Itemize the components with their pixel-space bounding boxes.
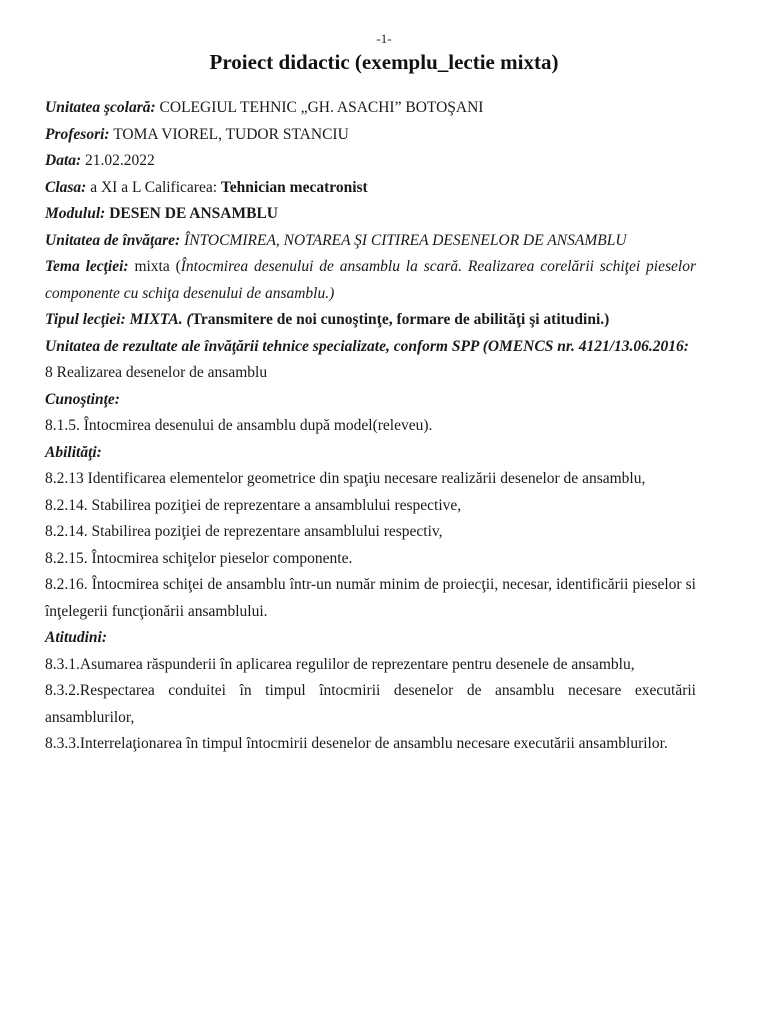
school-label: Unitatea şcolară: [45,99,156,116]
knowledge-item: 8.1.5. Întocmirea desenului de ansamblu după model(releveu). [45,417,433,434]
lesson-type-label: Tipul lecţiei: MIXTA. ( [45,311,192,328]
skill-item: 8.2.14. Stabilirea poziţiei de reprezentare a ansamblului respective, [45,496,462,514]
teachers-label: Profesori: [45,125,110,143]
lesson-theme-plain: mixta ( [134,258,181,275]
module-line [45,201,696,228]
lesson-theme-label: Tema lecţiei: [45,258,129,275]
page-number: -1- [376,31,392,46]
attitudes-heading: Atitudini: [45,629,108,646]
class-value: a XI a L Calificarea: [90,178,218,196]
attitude-item: 8.3.1.Asumarea răspunderii în aplicarea regulilor de reprezentare pentru desenele de ansamblu, [45,655,635,673]
date-value: 21.02.2022 [85,152,155,169]
results-unit-heading: Unitatea de rezultate ale învăţării tehnice specializate, conform SPP (OMENCS nr. 4121/13.06.2016: [45,337,689,355]
date-line [45,148,696,175]
learning-unit-label: Unitatea de învăţare: [45,231,181,249]
module-value: DESEN DE ANSAMBLU [109,205,278,222]
document-title: Proiect didactic (exemplu_lectie mixta) [209,50,559,74]
teachers-line [45,122,696,149]
attitude-item: 8.3.2.Respectarea conduitei în timpul întocmirii desenelor de ansamblu necesare executării ansamblurilor, [45,682,696,726]
skill-item: 8.2.13 Identificarea elementelor geometrice din spaţiu necesare realizării desenelor de ansamblu, [45,470,646,487]
skill-item: 8.2.15. Întocmirea schiţelor pieselor componente. [45,549,353,567]
attitude-item: 8.3.3.Interrelaţionarea în timpul întocmirii desenelor de ansamblu necesare executării ansamblurilor. [45,735,668,752]
school-line [45,95,696,122]
learning-unit-value: ÎNTOCMIREA, NOTAREA ŞI CITIREA DESENELOR DE ANSAMBLU [184,231,627,249]
lesson-type-line [45,307,696,334]
module-label: Modulul: [45,205,106,222]
class-line [45,175,696,202]
skill-item: 8.2.16. Întocmirea schiţei de ansamblu într-un număr minim de proiecţii, necesar, identificării pieselor si înţelegerii funcţionării ansamblului. [45,576,696,620]
date-label: Data: [45,152,82,169]
class-label: Clasa: [45,178,87,196]
school-value: COLEGIUL TEHNIC „GH. ASACHI” BOTOŞANI [159,99,484,116]
document-body [45,95,696,758]
learning-unit-line [45,228,696,255]
results-unit-value: 8 Realizarea desenelor de ansamblu [45,364,268,381]
skill-item: 8.2.14. Stabilirea poziţiei de reprezentare ansamblului respectiv, [45,523,443,540]
teachers-value: TOMA VIOREL, TUDOR STANCIU [113,125,349,143]
lesson-type-value: Transmitere de noi cunoştinţe, formare de abilităţi şi atitudini.) [191,311,610,328]
lesson-theme [45,254,696,307]
qualification-value: Tehnician mecatronist [220,178,368,196]
knowledge-heading: Cunoştinţe: [45,390,120,408]
lesson-theme-italic: Întocmirea desenului de ansamblu la scară. Realizarea corelării schiţei pieselor componente cu schiţa desenului de ansamblu.) [45,258,696,302]
skills-heading: Abilităţi: [45,443,102,461]
